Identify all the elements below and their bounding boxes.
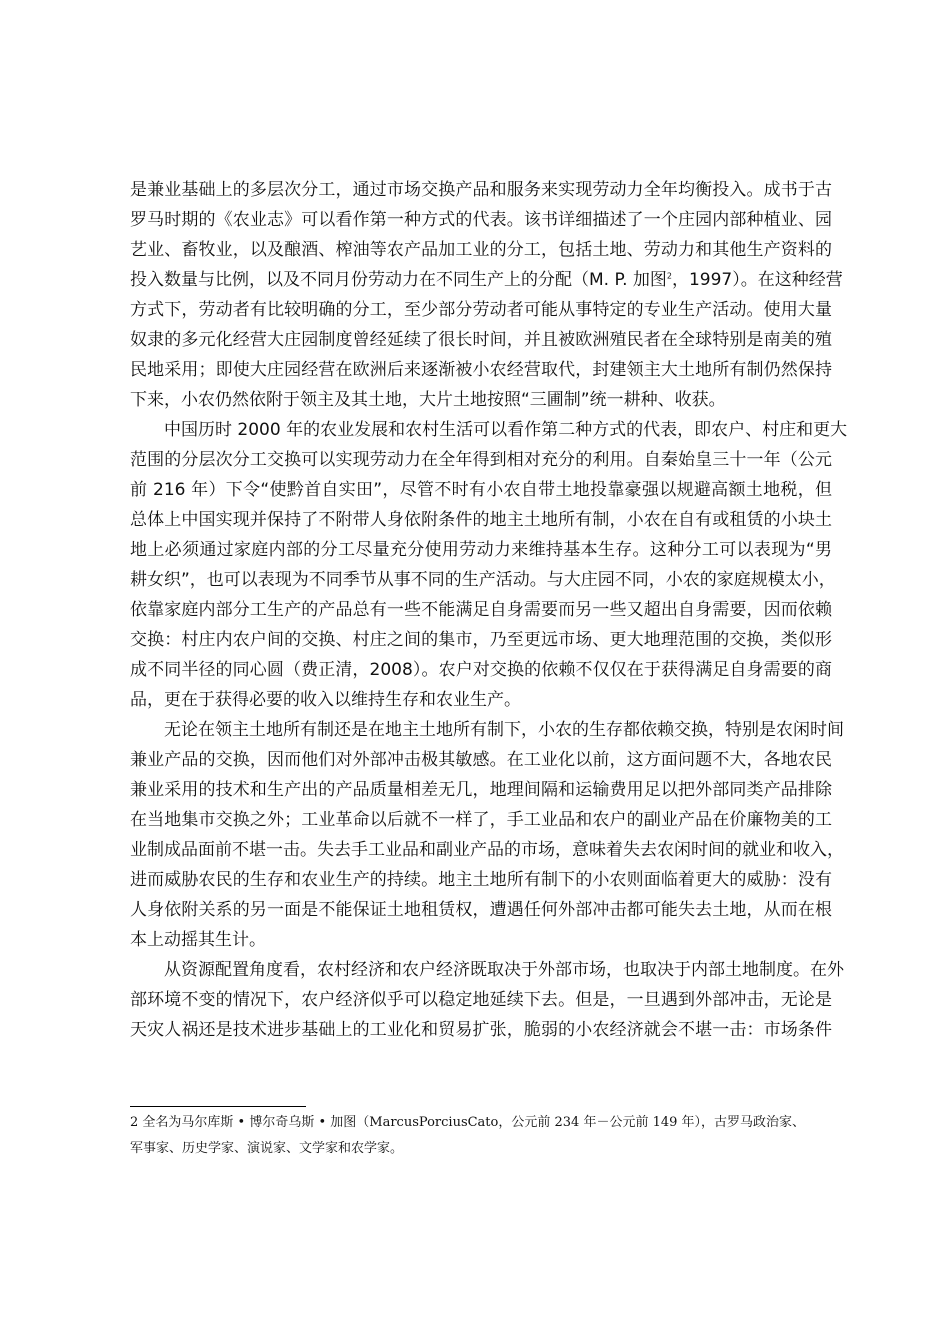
- text-line: 罗马时期的《农业志》可以看作第一种方式的代表。该书详细描述了一个庄园内部种植业、园: [130, 210, 832, 230]
- text-line: 兼业采用的技术和生产出的产品质量相差无几，地理间隔和运输费用足以把外部同类产品排除: [130, 780, 832, 800]
- text-line: 成不同半径的同心圆（费正清，2008）。农户对交换的依赖不仅仅在于获得满足自身需要的商: [130, 660, 832, 680]
- footnote: [130, 1110, 832, 1162]
- text-line: 中国历时 2000 年的农业发展和农村生活可以看作第二种方式的代表，即农户、村庄和更大: [164, 420, 848, 440]
- document-body: [130, 175, 848, 1045]
- paragraph-1: [130, 175, 843, 415]
- text-line: 奴隶的多元化经营大庄园制度曾经延续了很长时间，并且被欧洲殖民者在全球特别是南美的殖: [130, 330, 832, 350]
- text-line: 人身依附关系的另一面是不能保证土地租赁权，遭遇任何外部冲击都可能失去土地，从而在根: [130, 900, 832, 920]
- paragraph-3: [130, 715, 844, 955]
- text-line: 从资源配置角度看，农村经济和农户经济既取决于外部市场，也取决于内部土地制度。在外: [164, 960, 844, 980]
- text-line: 范围的分层次分工交换可以实现劳动力在全年得到相对充分的利用。自秦始皇三十一年（公元: [130, 450, 832, 470]
- text-line: 业制成品面前不堪一击。失去手工业品和副业产品的市场，意味着失去农闲时间的就业和收入，: [130, 840, 844, 860]
- text-line: 品，更在于获得必要的收入以维持生存和农业生产。: [130, 690, 521, 710]
- text-line: 进而威胁农民的生存和农业生产的持续。地主土地所有制下的小农则面临着更大的威胁：没有: [130, 870, 832, 890]
- text-line: 前 216 年）下令“使黔首自实田”，尽管不时有小农自带土地投靠豪强以规避高额土地税，但: [130, 480, 832, 500]
- paragraph-2: [130, 415, 848, 715]
- text-line: 本上动摇其生计。: [130, 930, 266, 950]
- paragraph-4: [130, 955, 844, 1045]
- footnote-reference[interactable]: 2: [666, 271, 672, 281]
- text-segment: 投入数量与比例，以及不同月份劳动力在不同生产上的分配（M. P. 加图: [130, 270, 667, 290]
- text-line: 交换：村庄内农户间的交换、村庄之间的集市，乃至更远市场、更大地理范围的交换，类似形: [130, 630, 832, 650]
- footnote-line: 军事家、历史学家、演说家、文学家和农学家。: [130, 1141, 404, 1156]
- text-line: 兼业产品的交换，因而他们对外部冲击极其敏感。在工业化以前，这方面问题不大，各地农民: [130, 750, 832, 770]
- text-line: 下来，小农仍然依附于领主及其土地，大片土地按照“三圃制”统一耕种、收获。: [130, 390, 726, 410]
- text-segment: ，1997）。在这种经营: [671, 270, 843, 290]
- footnote-separator: [130, 1106, 306, 1107]
- text-line: 是兼业基础上的多层次分工，通过市场交换产品和服务来实现劳动力全年均衡投入。成书于古: [130, 180, 832, 200]
- text-line: 民地采用；即使大庄园经营在欧洲后来逐渐被小农经营取代，封建领主大土地所有制仍然保持: [130, 360, 832, 380]
- text-line: 地上必须通过家庭内部的分工尽量充分使用劳动力来维持基本生存。这种分工可以表现为“男: [130, 540, 832, 560]
- text-line: 在当地集市交换之外；工业革命以后就不一样了，手工业品和农户的副业产品在价廉物美的工: [130, 810, 832, 830]
- footnote-line: 2 全名为马尔库斯 • 博尔奇乌斯 • 加图（MarcusPorciusCato，公元前 234 年－公元前 149 年），古罗马政治家、: [130, 1115, 806, 1130]
- text-line: 艺业、畜牧业，以及酿酒、榨油等农产品加工业的分工，包括土地、劳动力和其他生产资料的: [130, 240, 832, 260]
- text-line: 依靠家庭内部分工生产的产品总有一些不能满足自身需要而另一些又超出自身需要，因而依赖: [130, 600, 832, 620]
- text-line-with-footnote-ref: [130, 265, 843, 295]
- text-line: 天灾人祸还是技术进步基础上的工业化和贸易扩张，脆弱的小农经济就会不堪一击：市场条件: [130, 1020, 832, 1040]
- text-line: 方式下，劳动者有比较明确的分工，至少部分劳动者可能从事特定的专业生产活动。使用大量: [130, 300, 832, 320]
- text-line: 无论在领主土地所有制还是在地主土地所有制下，小农的生存都依赖交换，特别是农闲时间: [164, 720, 844, 740]
- text-line: 总体上中国实现并保持了不附带人身依附条件的地主土地所有制，小农在自有或租赁的小块土: [130, 510, 832, 530]
- text-line: 部环境不变的情况下，农户经济似乎可以稳定地延续下去。但是，一旦遇到外部冲击，无论是: [130, 990, 832, 1010]
- text-line: 耕女织”，也可以表现为不同季节从事不同的生产活动。与大庄园不同，小农的家庭规模太小，: [130, 570, 836, 590]
